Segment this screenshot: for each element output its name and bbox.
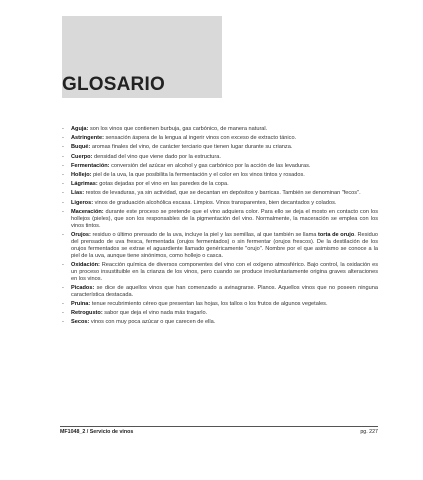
glossary-entry — [60, 135, 378, 142]
glossary-entry — [60, 154, 378, 161]
glossary-definition: restos de levaduras, ya sin actividad, que se decantan en depósitos y barricas. También se denominan "fecos". — [84, 190, 361, 197]
glossary-definition: sensación áspera de la lengua al ingerir vinos con exceso de extracto tánico. — [103, 135, 297, 142]
page-title: GLOSARIO — [62, 74, 165, 95]
glossary-entry — [60, 163, 378, 170]
bullet-dash: - — [62, 261, 64, 268]
bullet-dash: - — [62, 181, 64, 188]
bullet-dash: - — [62, 135, 64, 142]
glossary-entry — [60, 181, 378, 188]
glossary-entry — [60, 232, 378, 260]
glossary-term: Fermentación: — [71, 162, 110, 169]
bullet-dash: - — [62, 190, 64, 197]
glossary-term: Ligeros: — [71, 199, 94, 206]
glossary-term: Astringente: — [71, 135, 104, 142]
glossary-definition: vinos de graduación alcohólica escasa. Limpios. Vinos transparentes, bien decantados y colados. — [93, 199, 337, 206]
glossary-definition: vinos con muy poca azúcar o que carecen de ella. — [89, 319, 216, 326]
glossary-entry — [60, 209, 378, 230]
glossary-term: Oxidación: — [71, 261, 100, 268]
footer-divider — [60, 426, 378, 427]
glossary-term: Buqué: — [71, 144, 91, 151]
glossary-definition: tenue recubrimiento céreo que presentan las hojas, los tallos o los frutos de algunos vegetales. — [90, 300, 328, 307]
glossary-entry — [60, 319, 378, 326]
bullet-dash: - — [62, 144, 64, 151]
glossary-definition: gotas dejadas por el vino en las paredes de la copa. — [97, 181, 229, 188]
glossary-definition: conversión del azúcar en alcohol y gas carbónico por la acción de las levaduras. — [109, 162, 311, 169]
bullet-dash: - — [62, 284, 64, 291]
bullet-dash: - — [62, 208, 64, 215]
glossary-entry — [60, 200, 378, 207]
glossary-term: Hollejo: — [71, 172, 92, 179]
glossary-term: Aguja: — [71, 126, 89, 132]
glossary-definition: durante este proceso se pretende que el vino adquiera color. Para ello se deja el mosto en contacto con los hollejos (pieles), que son los responsables de la pigmentación del vino. Normalmente, la maceración se emplea con los vinos tintos. — [71, 208, 378, 229]
glossary-term: Maceración: — [71, 208, 104, 215]
bullet-dash: - — [62, 300, 64, 307]
glossary-term: Picados: — [71, 284, 95, 291]
glossary-entry — [60, 172, 378, 179]
glossary-entry — [60, 262, 378, 283]
bullet-dash: - — [62, 319, 64, 326]
glossary-definition: residuo o último prensado de la uva, incluye la piel y las semillas, al que también se llama — [90, 231, 319, 238]
glossary-definition: piel de la uva, la que posibilita la fermentación y el color en los vinos tintos y rosados. — [91, 172, 305, 179]
glossary-definition: Reacción química de diversos componentes del vino con el oxígeno atmosférico. Bajo control, la oxidación es un proceso insustituible en la crianza de los vinos, pero cuando se produce involuntariamente origina graves alteraciones en los vinos. — [71, 261, 378, 282]
glossary-list — [60, 126, 378, 329]
glossary-term: Secos: — [71, 319, 90, 326]
glossary-definition: son los vinos que contienen burbuja, gas carbónico, de manera natural. — [88, 126, 268, 132]
glossary-entry — [60, 190, 378, 197]
glossary-term: Lías: — [71, 190, 85, 197]
page-number: pg. 227 — [360, 429, 378, 435]
glossary-term: Orujos: — [71, 231, 91, 238]
glossary-entry — [60, 126, 378, 133]
glossary-definition: densidad del vino que viene dado por la estructura. — [92, 153, 221, 160]
glossary-definition: sabor que deja el vino nada más tragarlo. — [102, 310, 208, 317]
glossary-entry — [60, 285, 378, 299]
bullet-dash: - — [62, 162, 64, 169]
glossary-definition: se dice de aquellos vinos que han comenzado a avinagrarse. Planos. Aquellos vinos que no poseen ninguna característica destacada. — [71, 284, 378, 298]
bullet-dash: - — [62, 126, 64, 132]
glossary-definition: aromas finales del vino, de carácter terciario que tienen lugar durante su crianza. — [90, 144, 293, 151]
footer-course-label: MF1048_2 / Servicio de vinos — [60, 429, 134, 435]
glossary-term: Cuerpo: — [71, 153, 93, 160]
glossary-emphasis: torta de orujo — [318, 231, 355, 238]
glossary-entry — [60, 301, 378, 308]
bullet-dash: - — [62, 153, 64, 160]
glossary-definition-continued: . Residuo del prensado de uva fresca, fermentada (orujos fermentados) o sin fermentar (orujos frescos). De la destilación de los orujos fermentados se extrae el aguardiente llamado genéricamente "orujo". Nombre por el que asimismo se conoce a la piel de la uva, aunque tiene sinónimos, como hollejo o casca. — [71, 231, 378, 259]
bullet-dash: - — [62, 310, 64, 317]
glossary-entry — [60, 310, 378, 317]
glossary-term: Lágrimas: — [71, 181, 98, 188]
bullet-dash: - — [62, 172, 64, 179]
glossary-entry — [60, 144, 378, 151]
bullet-dash: - — [62, 231, 64, 238]
bullet-dash: - — [62, 199, 64, 206]
glossary-term: Retrogusto: — [71, 310, 103, 317]
glossary-term: Pruina: — [71, 300, 91, 307]
